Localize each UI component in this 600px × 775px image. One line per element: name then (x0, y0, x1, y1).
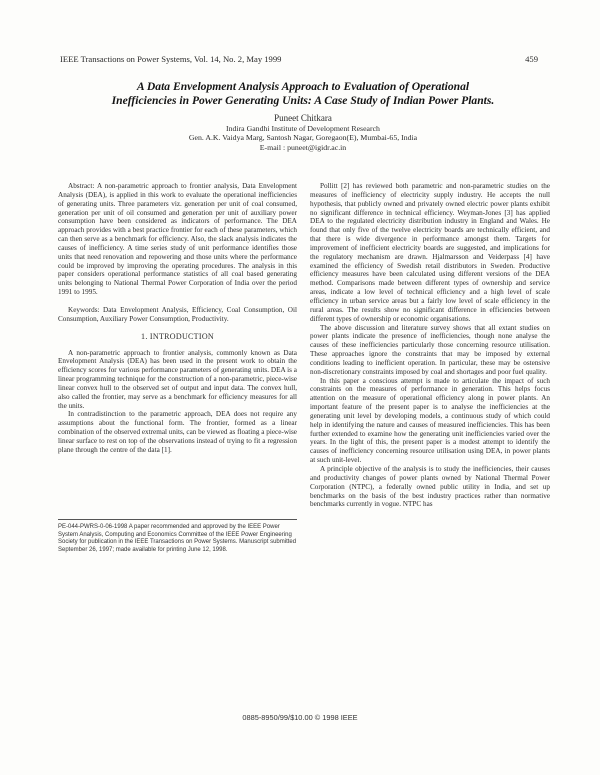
intro-paragraph-1: A non-parametric approach to frontier analysis, commonly known as Data Envelopment Analysis (DEA) has been used in the present work to obtain the efficiency scores for various performance parameters of generating units. DEA is a linear programming technique for the construction of a non-parametric, piece-wise linear convex hull to the observed set of output and input data. The convex hull, also called the frontier, may serve as a benchmark for efficiency measures for all the units. (58, 348, 297, 410)
running-header (60, 54, 538, 64)
author-email: E-mail : puneet@igidr.ac.in (259, 142, 347, 152)
right-paragraph-4: A principle objective of the analysis is to study the inefficiencies, their causes and productivity changes of power plants owned by National Thermal Power Corporation (NTPC), a federally owned public utility in India, and set up benchmarks on the basis of the best industry practices rather than normative benchmarks currently in vogue. NTPC has (310, 465, 550, 509)
page-number: 459 (525, 54, 538, 64)
footnote-text: PE-044-PWRS-0-06-1998 A paper recommended and approved by the IEEE Power System Analysis, Computing and Economics Committee of the IEEE Power Engineering Society for publication in the IEEE Transactions on Power Systems. Manuscript submitted September 26, 1997; made available for printing June 12, 1998. (58, 524, 297, 553)
author-institute: Indira Gandhi Institute of Development Research (226, 123, 380, 133)
author-block (100, 114, 506, 152)
section-heading-introduction: 1. INTRODUCTION (141, 331, 214, 341)
right-paragraph-3: In this paper a conscious attempt is made to articulate the impact of such constraints on the measures of performance in generation. This helps focus attention on the measure of operational efficiency along in power plants. An important feature of the present paper is to analyse the inefficiencies at the generating unit level by developing models, a continuous study of which could help in identifying the nature and causes of measured inefficiencies. This has been further extended to examine how the generating unit inefficiencies varied over the years. In the light of this, the present paper is a modest attempt to identify the causes of inefficiency concerning resource utilisation using DEA, in power plants at such unit-level. (310, 376, 550, 465)
left-column (58, 182, 297, 455)
right-paragraph-2: The above discussion and literature survey shows that all extant studies on power plants indicate the presence of inefficiencies, though none analyse the causes of these inefficiencies particularly those concerning resource utilisation. These approaches ignore the constraints that may be imposed by external conditions leading to inefficient operation. In particular, these may be ostensive non-discretionary constraints imposed by coal and shortages and poor fuel quality. (310, 323, 550, 376)
journal-citation: IEEE Transactions on Power Systems, Vol. 14, No. 2, May 1999 (60, 54, 282, 64)
paper-title (64, 80, 542, 108)
intro-paragraph-2: In contradistinction to the parametric approach, DEA does not require any assumptions about the functional form. The frontier, formed as a linear combination of the observed extremal units, can be viewed as floating a piece-wise linear surface to rest on top of the observations instead of trying to fit a regression plane through the centre of the data [1]. (58, 410, 297, 454)
author-address: Gen. A.K. Vaidya Marg, Santosh Nagar, Goregaon(E), Mumbai-65, India (188, 133, 418, 143)
right-paragraph-1: Pollitt [2] has reviewed both parametric and non-parametric studies on the measures of inefficiency of electricity supply industry. He accepts the null hypothesis, that publicly owned and privately owned electric power plants exhibit no significant difference in technical efficiency. Weyman-Jones [3] has applied DEA to the regulated electricity distribution industry in England and Wales. He found that only five of the twelve electricity boards are technically efficient, and that there is wide divergence in performance amongst them. Targets for improvement of inefficient electricity boards are suggested, and implications for the regulatory mechanism are drawn. Hjalmarsson and Veiderpass [4] have examined the efficiency of Swedish retail distributors in Sweden. Productive efficiency measures have been calculated using different versions of the DEA method. Comparisons made between different types of ownership and service areas, indicate a low level of technical efficiency and a high level of scale efficiency in urban service areas but a fairly low level of scale efficiency in the rural areas. The results show no significant difference in efficiencies between different types of ownership or economic organisations. (310, 182, 550, 323)
footnote-rule (58, 519, 297, 520)
right-column (310, 182, 550, 509)
title-line-2: Inefficiencies in Power Generating Units: A Case Study of Indian Power Plants. (111, 94, 495, 107)
title-line-1: A Data Envelopment Analysis Approach to Evaluation of Operational (136, 80, 470, 93)
copyright-code: 0885-8950/99/$10.00 © 1998 IEEE (242, 713, 358, 722)
keywords: Keywords: Data Envelopment Analysis, Efficiency, Coal Consumption, Oil Consumption, Auxiliary Power Consumption, Productivity. (58, 305, 297, 323)
author-name: Puneet Chitkara (274, 113, 332, 123)
abstract: Abstract: A non-parametric approach to frontier analysis, Data Envelopment Analysis (DEA), is applied in this work to evaluate the operational inefficiencies of generating units. Three parameters viz. generation per unit of coal consumed, generation per unit of oil consumed and generation per unit of auxiliary power consumption have been considered as indicators of performance. The DEA approach provides with a best practice frontier for each of these parameters, which can then serve as a benchmark for efficiency. Also, the slack analysis indicates the causes of inefficiency. A time series study of unit performance identifies those units that need renovation and repowering and those units where the performance could be improved by improving the operating procedures. The analysis in this paper considers operational performance statistics of all coal based generating units belonging to National Thermal Power Corporation of India over the period 1991 to 1995. (58, 182, 297, 297)
manuscript-footnote (58, 519, 297, 554)
